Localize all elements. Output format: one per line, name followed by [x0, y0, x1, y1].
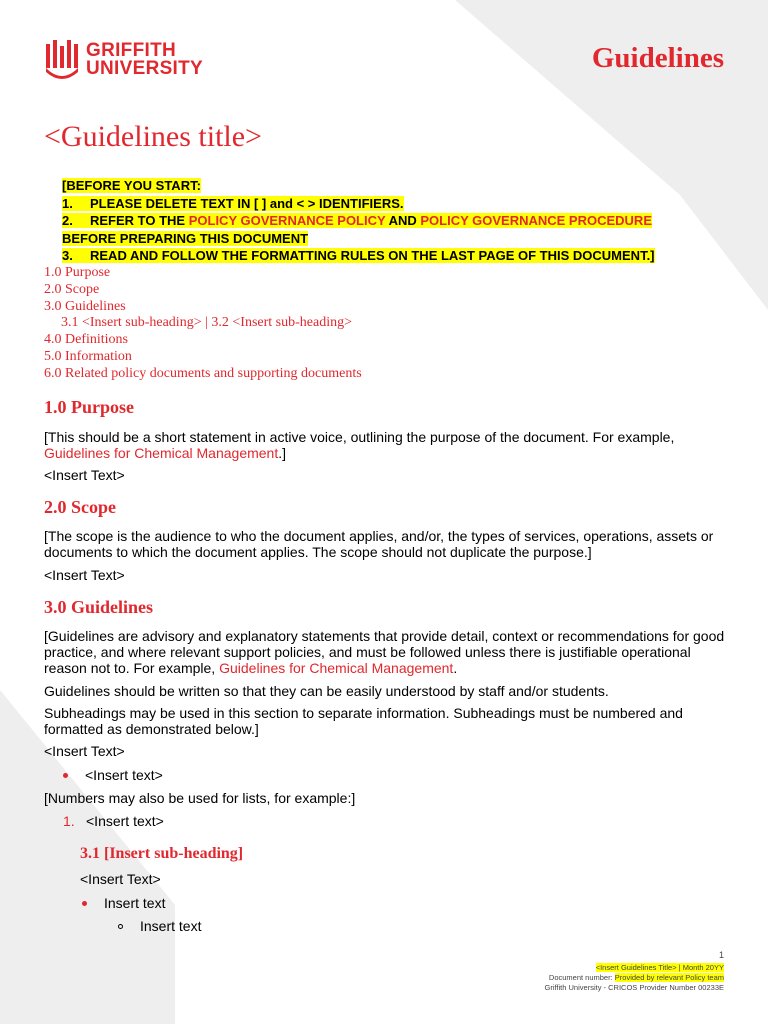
toc-link-scope[interactable]: 2.0 Scope: [44, 281, 100, 297]
subsection-insert-text: <Insert Text>: [80, 871, 161, 887]
notice-item-2-number: 2.: [62, 213, 73, 228]
document-number-value: Provided by relevant Policy team: [614, 973, 724, 982]
notice-item-3: READ AND FOLLOW THE FORMATTING RULES ON THE LAST PAGE OF THIS DOCUMENT.]: [90, 248, 655, 263]
notice-item-2-mid: AND: [385, 213, 421, 228]
document-title: <Guidelines title>: [44, 120, 262, 153]
table-of-contents: [44, 265, 362, 383]
guidelines-insert-text: <Insert Text>: [44, 743, 125, 759]
hollow-bullet-icon: [118, 924, 123, 929]
chemical-management-link-2[interactable]: Guidelines for Chemical Management: [219, 660, 454, 676]
bullet-icon: [63, 773, 68, 778]
before-you-start-notice: [62, 177, 655, 265]
notice-intro: [BEFORE YOU START:: [62, 178, 201, 193]
policy-governance-policy-link[interactable]: POLICY GOVERNANCE POLICY: [188, 213, 386, 228]
document-body: [44, 396, 734, 934]
toc-link-subheadings[interactable]: 3.1 <Insert sub-heading> | 3.2 <Insert sub-heading>: [61, 315, 352, 331]
section-heading-guidelines: 3.0 Guidelines: [44, 597, 154, 617]
logo-line-2: UNIVERSITY: [86, 58, 204, 79]
logo-line-1: GRIFFITH: [86, 40, 176, 61]
notice-item-2-continued: BEFORE PREPARING THIS DOCUMENT: [62, 230, 309, 246]
logo-wordmark: [86, 42, 203, 78]
list-number: 1.: [63, 813, 75, 829]
notice-item-3-number: 3.: [62, 248, 73, 263]
subsection-heading-3-1: 3.1 [Insert sub-heading]: [80, 845, 244, 862]
toc-link-purpose[interactable]: 1.0 Purpose: [44, 265, 111, 280]
guidelines-readability-paragraph: Guidelines should be written so that they can be easily understood by staff and/or students.: [44, 683, 609, 699]
guidelines-paragraph: [Guidelines are advisory and explanatory statements that provide detail, context or recommendations for good practice, and where relevant support policies, and must be followed unless there is justifiable operational reason not to. For example, Guidelines for Chemical Management.: [44, 628, 725, 676]
purpose-paragraph: [This should be a short statement in active voice, outlining the purpose of the document. For example, Guidelines for Chemical Management.]: [44, 429, 675, 461]
chemical-management-link[interactable]: Guidelines for Chemical Management: [44, 445, 279, 461]
section-heading-purpose: 1.0 Purpose: [44, 397, 134, 417]
cricos-line: Griffith University - CRICOS Provider Number 00233E: [544, 983, 724, 992]
section-heading-scope: 2.0 Scope: [44, 497, 116, 517]
list-item-text: Insert text: [104, 895, 166, 911]
footer-title-line: <Insert Guidelines Title> | Month 20YY: [595, 963, 724, 972]
document-type-label: Guidelines: [591, 42, 724, 74]
page-footer: [544, 950, 724, 993]
scope-paragraph: [The scope is the audience to who the document applies, and/or, the types of services, operations, assets or documents to which the document applies. The scope should not duplicate the purpose.]: [44, 528, 714, 560]
notice-item-1-number: 1.: [62, 195, 73, 211]
numbered-list-item-text: <Insert text>: [86, 813, 164, 829]
notice-item-2-pre: REFER TO THE: [90, 213, 189, 228]
university-logo: [44, 38, 203, 82]
document-number-label: Document number:: [548, 973, 615, 982]
toc-link-information[interactable]: 5.0 Information: [44, 348, 132, 364]
bullet-icon: [82, 901, 87, 906]
page-number: 1: [718, 950, 724, 960]
list-item: [44, 895, 734, 911]
toc-link-guidelines[interactable]: 3.0 Guidelines: [44, 298, 126, 314]
toc-link-definitions[interactable]: 4.0 Definitions: [44, 332, 128, 348]
policy-governance-procedure-link[interactable]: POLICY GOVERNANCE PROCEDURE: [420, 213, 652, 228]
sub-list-item-text: Insert text: [140, 918, 202, 934]
list-item-text: <Insert text>: [85, 767, 163, 783]
toc-link-related-documents[interactable]: 6.0 Related policy documents and supporting documents: [44, 365, 362, 381]
list-item: [44, 767, 734, 783]
griffith-emblem-icon: [44, 38, 80, 82]
scope-insert-text: <Insert Text>: [44, 567, 125, 583]
subheadings-paragraph: Subheadings may be used in this section to separate information. Subheadings must be numbered and formatted as demonstrated below.]: [44, 705, 683, 737]
numbers-note: [Numbers may also be used for lists, for example:]: [44, 790, 356, 806]
notice-item-1: PLEASE DELETE TEXT IN [ ] and < > IDENTIFIERS.: [90, 195, 404, 211]
purpose-insert-text: <Insert Text>: [44, 467, 125, 483]
sub-list-item: [44, 918, 734, 934]
numbered-list-item: [44, 813, 734, 829]
